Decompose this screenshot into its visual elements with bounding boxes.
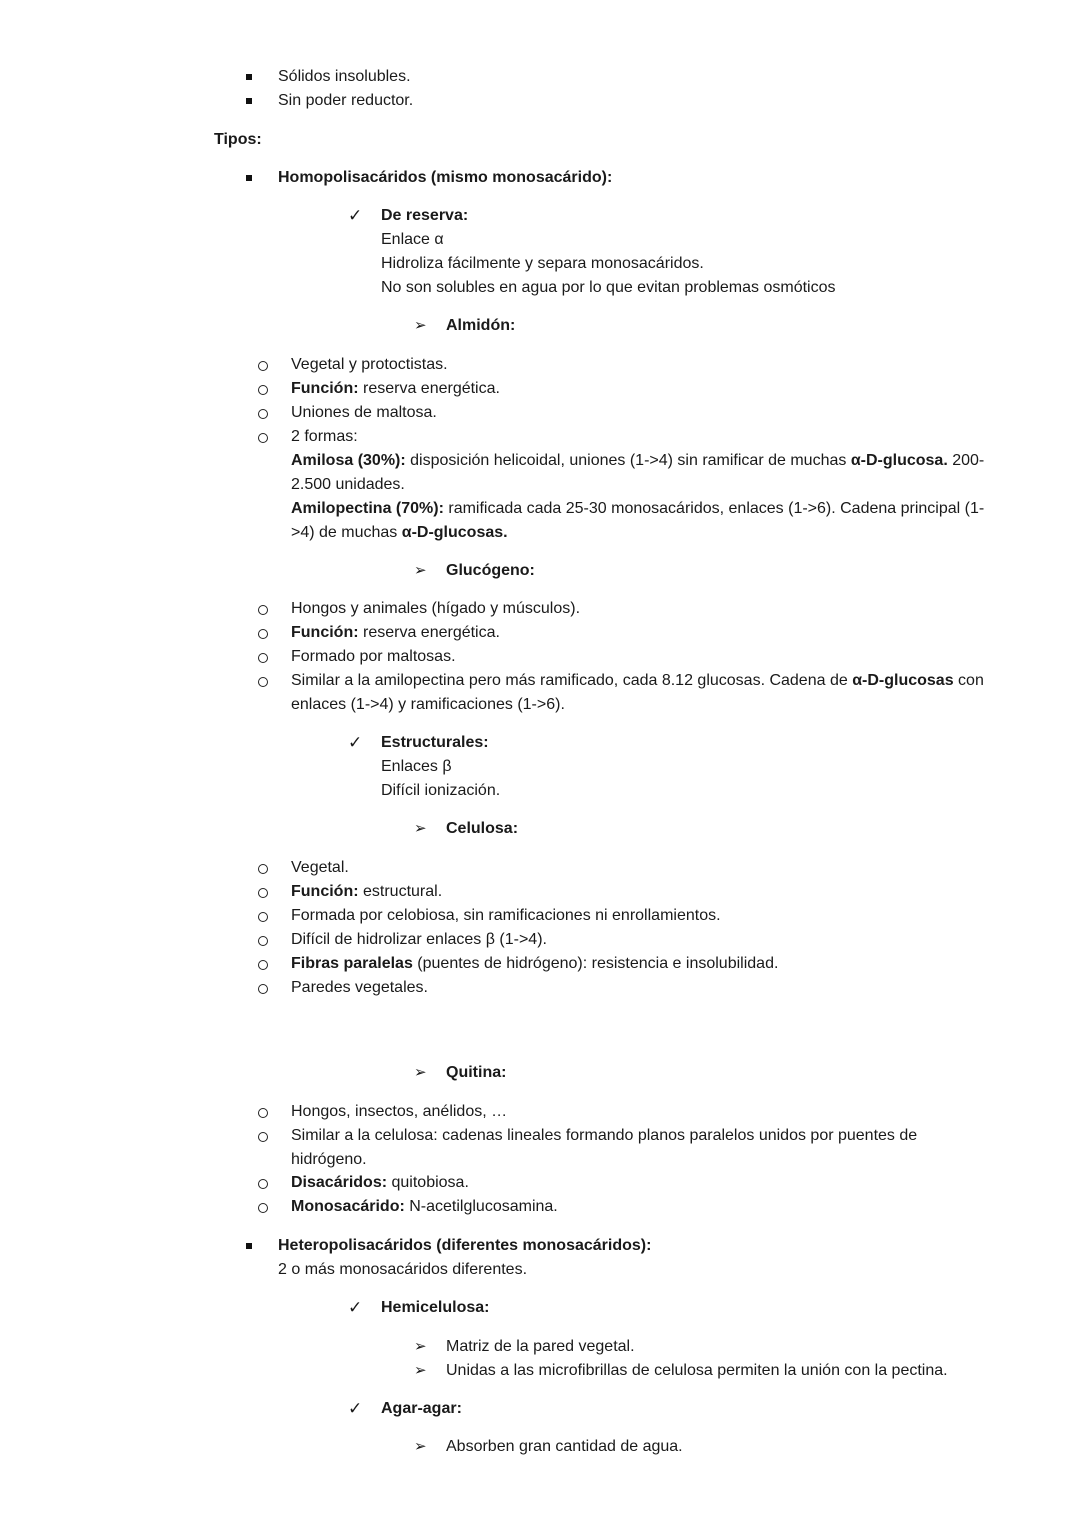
circle-bullet-icon [258,960,268,970]
square-bullet-icon [244,67,254,87]
bullet-text: Sólidos insolubles. [278,68,411,85]
list-item: Hongos, insectos, anélidos, … [291,1103,508,1120]
list-item: Monosacárido: N-acetilglucosamina. [291,1198,558,1215]
check-icon: ✓ [348,733,363,752]
list-item: Paredes vegetales. [291,979,428,996]
amilopectina-line: >4) de muchas α-D-glucosas. [291,524,508,541]
reserva-line: No son solubles en agua por lo que evitan problemas osmóticos [381,279,836,296]
arrow-bullet-icon: ➢ [414,820,427,837]
glucogeno-heading: Glucógeno: [446,562,535,579]
reserva-line: Hidroliza fácilmente y separa monosacáridos. [381,255,704,272]
circle-bullet-icon [258,409,268,419]
list-item: Función: reserva energética. [291,624,500,641]
square-bullet-icon [244,1236,254,1256]
estructurales-heading: Estructurales: [381,734,489,751]
reserva-line: Enlace α [381,231,444,248]
almidon-heading: Almidón: [446,317,516,334]
list-item: Vegetal. [291,859,349,876]
circle-bullet-icon [258,888,268,898]
circle-bullet-icon [258,1108,268,1118]
circle-bullet-icon [258,653,268,663]
circle-bullet-icon [258,936,268,946]
hemicelulosa-heading: Hemicelulosa: [381,1299,490,1316]
amilosa-line: 2.500 unidades. [291,476,405,493]
heteropolisacaridos-heading: Heteropolisacáridos (diferentes monosacáridos): [278,1237,652,1254]
check-icon: ✓ [348,1399,363,1418]
circle-bullet-icon [258,385,268,395]
circle-bullet-icon [258,1179,268,1189]
arrow-bullet-icon: ➢ [414,1362,427,1379]
list-item: Función: estructural. [291,883,443,900]
circle-bullet-icon [258,433,268,443]
list-item: Formado por maltosas. [291,648,456,665]
homopolisacaridos-heading: Homopolisacáridos (mismo monosacárido): [278,169,613,186]
arrow-bullet-icon: ➢ [414,1438,427,1455]
list-item: Fibras paralelas (puentes de hidrógeno): resistencia e insolubilidad. [291,955,779,972]
list-item: Difícil de hidrolizar enlaces β (1->4). [291,931,547,948]
circle-bullet-icon [258,605,268,615]
circle-bullet-icon [258,677,268,687]
amilosa-line: Amilosa (30%): disposición helicoidal, uniones (1->4) sin ramificar de muchas α-D-glucosa. 200- [291,452,985,469]
check-icon: ✓ [348,1298,363,1317]
list-item: Disacáridos: quitobiosa. [291,1174,469,1191]
amilopectina-line: Amilopectina (70%): ramificada cada 25-30 monosacáridos, enlaces (1->6). Cadena principal (1- [291,500,985,517]
agar-heading: Agar-agar: [381,1400,462,1417]
list-item: Unidas a las microfibrillas de celulosa permiten la unión con la pectina. [446,1362,948,1379]
arrow-bullet-icon: ➢ [414,562,427,579]
list-item: Absorben gran cantidad de agua. [446,1438,683,1455]
square-bullet-icon [244,91,254,111]
list-item: Uniones de maltosa. [291,404,437,421]
estructurales-line: Enlaces β [381,758,452,775]
hetero-subtitle: 2 o más monosacáridos diferentes. [278,1261,528,1278]
tipos-heading: Tipos: [214,131,262,148]
list-item: Similar a la amilopectina pero más ramificado, cada 8.12 glucosas. Cadena de α-D-glucosas con [291,672,984,689]
arrow-bullet-icon: ➢ [414,1064,427,1081]
reserva-heading: De reserva: [381,207,469,224]
square-bullet-icon [244,168,254,188]
arrow-bullet-icon: ➢ [414,317,427,334]
bullet-text: Sin poder reductor. [278,92,414,109]
circle-bullet-icon [258,629,268,639]
list-item: Hongos y animales (hígado y músculos). [291,600,581,617]
list-item: Similar a la celulosa: cadenas lineales formando planos paralelos unidos por puentes de [291,1127,918,1144]
circle-bullet-icon [258,1132,268,1142]
list-item: Función: reserva energética. [291,380,500,397]
circle-bullet-icon [258,864,268,874]
check-icon: ✓ [348,206,363,225]
list-item: Formada por celobiosa, sin ramificaciones ni enrollamientos. [291,907,721,924]
circle-bullet-icon [258,1203,268,1213]
quitina-heading: Quitina: [446,1064,507,1081]
list-item: Vegetal y protoctistas. [291,356,448,373]
celulosa-heading: Celulosa: [446,820,519,837]
circle-bullet-icon [258,984,268,994]
arrow-bullet-icon: ➢ [414,1338,427,1355]
list-item-continuation: hidrógeno. [291,1151,367,1168]
list-item: Matriz de la pared vegetal. [446,1338,635,1355]
estructurales-line: Difícil ionización. [381,782,501,799]
circle-bullet-icon [258,912,268,922]
list-item: 2 formas: [291,428,358,445]
circle-bullet-icon [258,361,268,371]
list-item-continuation: enlaces (1->4) y ramificaciones (1->6). [291,696,565,713]
